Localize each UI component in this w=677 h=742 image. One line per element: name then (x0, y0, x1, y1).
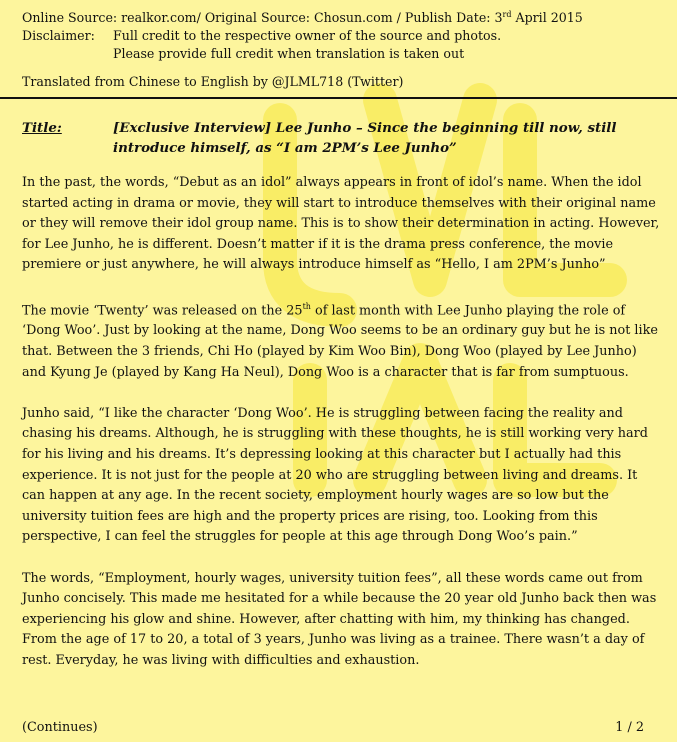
source-suffix: April 2015 (511, 10, 583, 26)
title-label: Title: (22, 120, 62, 136)
paragraph-2 (22, 297, 662, 384)
source-date-suffix: rd (502, 10, 512, 19)
paragraph-4: The words, “Employment, hourly wages, university tuition fees”, all these words came out from Junho concisely. This made me hesitated for a while because the 20 year old Junho back then was experiencing his glow and shine. However, after chatting with him, my thinking has changed. From the age of 17 to 20, a total of 3 years, Junho was living as a trainee. There wasn’t a day of rest. Everyday, he was living with difficulties and exhaustion. (22, 570, 657, 668)
paragraph-2-rest: of last month with Lee Junho playing the role of ‘Dong Woo’. Just by looking at the name, Dong Woo seems to be an ordinary guy but he is not like that. Between the 3 friends, Chi Ho (played by Kim Woo Bin), Dong Woo (played by Lee Junho) and Kyung Je (played by Kang Ha Neul), Dong Woo is a character that is far from sumptuous. (22, 302, 658, 380)
translator-credit: Translated from Chinese to English by @JLML718 (Twitter) (22, 74, 404, 90)
header-divider (0, 97, 677, 99)
disclaimer-text-1: Full credit to the respective owner of the source and photos. (113, 28, 502, 44)
paragraph-1: In the past, the words, “Debut as an idol” always appears in front of idol’s name. When the idol started acting in drama or movie, they will start to introduce themselves with their original name or they will remove their idol group name. This is to show their determination in acting. However, for Lee Junho, he is different. Doesn’t matter if it is the drama press conference, the movie premiere or just anywhere, he will always introduce himself as “Hello, I am 2PM’s Junho” (22, 175, 660, 273)
disclaimer-spacer (22, 45, 113, 63)
continues-label: (Continues) (22, 720, 98, 735)
paragraph-3: Junho said, “I like the character ‘Dong Woo’. He is struggling between facing the reality and chasing his dreams. Although, he is struggling with these thoughts, he is still working very hard for his living and his dreams. It’s depressing looking at this character but I actually had this experience. It is not just for the people at 20 who are struggling between living and dreams. It can happen at any age. In the recent society, employment hourly wages are so low but the university tuition fees are high and the property prices are rising, too. Looking from this perspective, I can feel the struggles for people at this age through Dong Woo’s pain.” (22, 405, 648, 545)
ordinal-suffix: th (302, 301, 311, 311)
disclaimer-label: Disclaimer: (22, 28, 95, 44)
page-number: 1 / 2 (615, 720, 644, 735)
document-header (22, 6, 662, 91)
article-body (22, 173, 662, 692)
title-text: [Exclusive Interview] Lee Junho – Since the beginning till now, still introduce himself, as “I am 2PM’s Lee Junho” (113, 120, 617, 156)
source-prefix: Online Source: realkor.com/ Original Source: Chosun.com / Publish Date: 3 (22, 10, 503, 26)
document-footer (22, 720, 644, 735)
disclaimer-text-2: Please provide full credit when translation is taken out (113, 46, 465, 62)
disclaimer-line-1 (22, 27, 662, 45)
article-title (22, 118, 662, 158)
disclaimer-line-2 (22, 45, 662, 63)
source-line (22, 6, 662, 27)
paragraph-2-start: The movie ‘Twenty’ was released on the 25 (22, 302, 303, 318)
